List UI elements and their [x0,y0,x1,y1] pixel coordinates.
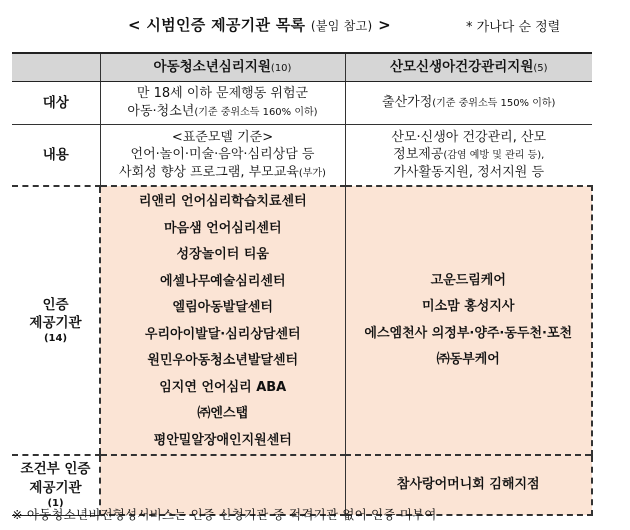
certified-label-line1: 인증 [42,296,69,313]
conditional-label-line1: 조건부 인증 [20,461,91,478]
content-col1-line3 [101,164,345,182]
conditional-label-count: (1) [47,497,64,509]
certified-col1 [100,186,345,455]
table-row-target [12,82,592,125]
content-col1-line3-text: 사회성 향상 프로그램, 부모교육 [119,164,299,180]
list-item: ㈜엔스탭 [197,406,249,421]
provider-table [12,52,593,516]
list-item: 임지연 언어심리 ABA [159,379,287,395]
list-item: 리앤리 언어심리학습치료센터 [138,194,307,209]
content-col1-line1: <표준모델 기준> [171,129,274,145]
header-col2 [345,53,592,82]
row-label-content: 내용 [12,125,100,187]
content-col2-line1: 산모·신생아 건강관리, 산모 [391,129,547,145]
conditional-col2-org: 참사랑어머니회 김해지점 [396,477,540,493]
title-text: < 시범인증 제공기관 목록 [128,16,306,34]
content-col2-line3: 가사활동지원, 정서지원 등 [393,164,545,180]
list-item: 성장놀이터 티움 [176,247,269,262]
row-label-target: 대상 [12,82,100,125]
content-col1-line2: 언어·놀이·미술·음악·심리상담 등 [130,147,315,163]
header-col2-text: 산모신생아건강관리지원 [389,59,534,76]
content-col1 [100,125,345,187]
target-col2-text: 출산가정 [382,95,433,111]
list-item: ㈜동부케어 [436,352,500,367]
list-item: 에셀나무예술심리센터 [159,273,286,289]
table-row-content [12,125,592,187]
target-col2 [345,82,592,125]
table-header [12,53,592,82]
content-col2-line2-text: 정보제공 [393,147,444,163]
header-col1 [100,53,345,82]
header-col1-count: (10) [270,63,292,75]
row-label-certified [12,186,100,455]
content-col2-line2 [346,146,593,164]
target-col1 [100,82,345,125]
title-close: > [378,16,391,34]
target-col1-line1: 만 18세 이하 문제행동 위험군 [136,86,309,102]
certified-col1-list [101,189,345,454]
list-item: 에스엠천사 의정부·양주·동두천·포천 [364,325,573,341]
target-col1-line2 [101,103,345,121]
list-item: 평안밀알장애인지원센터 [153,432,292,448]
header-col1-text: 아동청소년심리지원 [153,59,271,76]
table-row-certified [12,186,592,455]
footer-note: ※ 아동청소년비전형성서비스는 인증 신청기관 중 적격기관 없어 인증 미부여 [12,507,437,522]
page-title-bar [0,14,630,38]
target-col2-small: (기준 중위소득 150% 이하) [432,98,556,110]
header-blank [12,53,100,82]
list-item: 고운드림케어 [430,272,506,288]
header-col2-count: (5) [533,63,548,75]
list-item: 미소맘 홍성지사 [422,299,515,314]
list-item: 엘림아동발달센터 [172,300,273,315]
content-col1-line3-small: (부가) [298,167,326,179]
content-col2 [345,125,592,187]
certified-label-count: (14) [43,332,68,344]
certified-col2 [345,186,592,455]
content-col2-line2-small: (감염 예방 및 관리 등), [443,150,545,162]
list-item: 원민우아동청소년발달센터 [147,353,299,368]
list-item: 마음샘 언어심리센터 [163,220,282,236]
target-col1-line2-text: 아동·청소년 [127,104,195,119]
title-sub: (붙임 참고) [310,19,373,33]
page-title [128,14,391,35]
list-item: 우리아이발달·심리상담센터 [144,326,301,342]
sort-note: * 가나다 순 정렬 [466,20,561,35]
conditional-label-line2: 제공기관 [29,479,82,496]
target-col1-line2-small: (기준 중위소득 160% 이하) [194,107,318,118]
certified-col2-list [346,268,592,374]
certified-label-line2: 제공기관 [29,314,82,331]
